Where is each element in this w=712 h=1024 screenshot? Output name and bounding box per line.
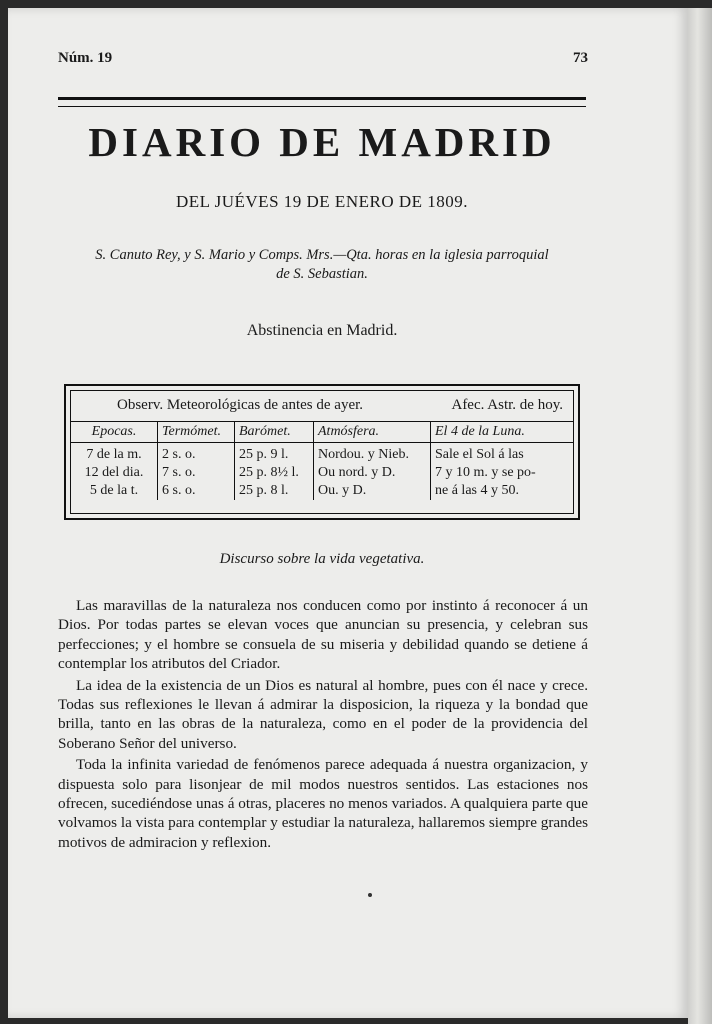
- ink-dot: [368, 893, 372, 897]
- table-row: [71, 464, 573, 482]
- weather-header: [71, 397, 573, 419]
- cell-epoca: 12 del dia.: [71, 464, 158, 482]
- article-paragraph: Toda la infinita variedad de fenómenos parece adequada á nuestra organizacion, y dispuesta solo para lisonjear de mil modos nuestros sentidos. Las estaciones nos ofrecen, sucediéndose unas á otras, placeres no menos variados. A qualquiera parte que volvamos la vista para contemplar y estudiar la naturaleza, hallaremos siempre grandes motivos de admiracion y reflexion.: [58, 756, 588, 851]
- table-row: [71, 443, 573, 465]
- col-epocas: Epocas.: [71, 422, 158, 443]
- cell-barometro: 25 p. 9 l.: [235, 443, 314, 465]
- weather-box-inner: [70, 390, 574, 514]
- header-rule: [58, 97, 586, 107]
- header-line: [58, 50, 588, 74]
- cell-termometro: 7 s. o.: [158, 464, 235, 482]
- col-atmosfera: Atmósfera.: [314, 422, 431, 443]
- weather-title-right: Afec. Astr. de hoy.: [451, 397, 563, 413]
- cell-epoca: 5 de la t.: [71, 482, 158, 500]
- weather-box: [64, 384, 580, 520]
- cell-barometro: 25 p. 8½ l.: [235, 464, 314, 482]
- issue-number: Núm. 19: [58, 50, 113, 66]
- cell-atmosfera: Nordou. y Nieb.: [314, 443, 431, 465]
- masthead-title: DIARIO DE MADRID: [88, 119, 556, 165]
- page-number: 73: [573, 50, 588, 66]
- cell-barometro: 25 p. 8 l.: [235, 482, 314, 500]
- table-row: [71, 482, 573, 500]
- article-paragraph: La idea de la existencia de un Dios es natural al hombre, pues con él nace y crece. Todas sus reflexiones le llevan á admirar la disposicion, la riqueza y la bondad que brilla, tanto en las obras de la naturaleza, como en el poder de la providencia del Soberano Señor del universo.: [58, 676, 588, 752]
- cell-termometro: 2 s. o.: [158, 443, 235, 465]
- article-paragraph: Las maravillas de la naturaleza nos conducen como por instinto á reconocer á un Dios. Por todas partes se elevan voces que anuncian su presencia, y celebran sus perfecciones; y el hombre se consuela de su miseria y debilidad quando se detiene á contemplar los atributos del Criador.: [58, 597, 588, 673]
- cell-luna: ne á las 4 y 50.: [435, 483, 519, 498]
- article-title: Discurso sobre la vida vegetativa.: [219, 551, 425, 567]
- col-termometro: Termómet.: [158, 422, 235, 443]
- cell-epoca: 7 de la m.: [71, 443, 158, 465]
- saints-line-1: S. Canuto Rey, y S. Mario y Comps. Mrs.—Qta. horas en la iglesia parroquial: [95, 247, 549, 263]
- col-luna: El 4 de la Luna.: [431, 422, 574, 443]
- weather-table-header: [71, 422, 573, 443]
- cell-termometro: 6 s. o.: [158, 482, 235, 500]
- article-body: [58, 596, 588, 852]
- cell-atmosfera: Ou nord. y D.: [314, 464, 431, 482]
- cell-luna: Sale el Sol á las: [435, 447, 524, 462]
- cell-luna: 7 y 10 m. y se po-: [435, 465, 536, 480]
- dateline: DEL JUÉVES 19 DE ENERO DE 1809.: [175, 192, 469, 211]
- page-edge: [688, 8, 712, 1024]
- col-barometro: Barómet.: [235, 422, 314, 443]
- saints-of-the-day: [58, 246, 586, 284]
- weather-table: [71, 421, 573, 500]
- abstinence-notice: Abstinencia en Madrid.: [246, 322, 398, 339]
- cell-atmosfera: Ou. y D.: [314, 482, 431, 500]
- saints-line-2: de S. Sebastian.: [276, 266, 368, 282]
- weather-title-left: Observ. Meteorológicas de antes de ayer.: [117, 397, 364, 413]
